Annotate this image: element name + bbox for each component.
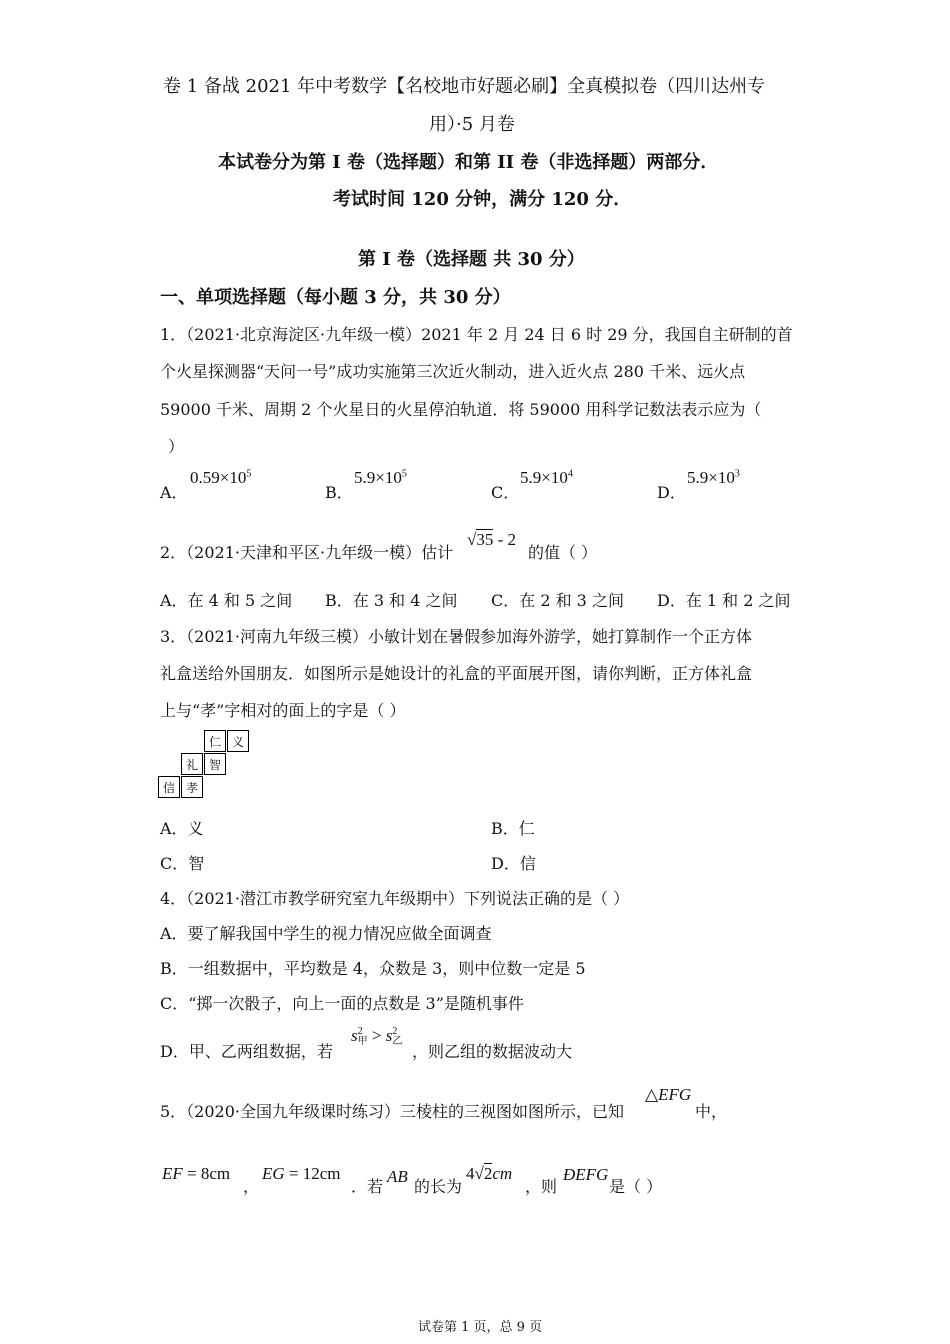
q1-line2: 个火星探测器“天问一号”成功实施第三次近火制动，进入近火点 280 千米、远火点: [160, 362, 746, 381]
sqrt-icon: √: [474, 1164, 484, 1183]
q2-stem-before: 2．（2021·天津和平区·九年级一模）估计: [160, 543, 454, 562]
expr-exponent: 5: [246, 468, 252, 480]
q5-ab: AB: [387, 1167, 408, 1186]
q5-eg-equation: [262, 1164, 341, 1184]
part-title: 第 I 卷（选择题 共 30 分）: [358, 249, 585, 270]
var-s2: s: [385, 1026, 393, 1045]
q2-option-d: D．在 1 和 2 之间: [657, 591, 791, 610]
expr-base: 5.9×10: [354, 468, 402, 487]
q3-option-a: A．义: [160, 819, 204, 838]
q4-option-d-after: ，则乙组的数据波动大: [412, 1042, 573, 1061]
q3-line1: 3．（2021·河南九年级三模）小敏计划在暑假参加海外游学，她打算制作一个正方体: [160, 627, 752, 646]
q5-length-label: 的长为: [414, 1177, 463, 1196]
section-heading: 一、单项选择题（每小题 3 分，共 30 分）: [160, 287, 511, 308]
var-s1: s: [351, 1026, 358, 1045]
sub-yi: 乙: [392, 1036, 403, 1048]
eg-value: = 12cm: [284, 1164, 341, 1183]
q5-triangle-efg: △EFG: [645, 1085, 692, 1104]
q2-option-c: C．在 2 和 3 之间: [491, 591, 624, 610]
unit-cm: cm: [492, 1164, 513, 1183]
net-cell-yi: 义: [227, 730, 249, 752]
exp-2: 2: [392, 1026, 398, 1038]
exam-title-line2: 用）·5 月卷: [429, 114, 515, 135]
q1-option-d-expr: [687, 468, 740, 488]
q1-option-c: [491, 482, 519, 504]
gt-sign: >: [367, 1026, 386, 1045]
q3-line3: 上与“孝”字相对的面上的字是（ ）: [160, 701, 406, 720]
q3-option-b: B．仁: [491, 819, 535, 838]
q4-stem: 4．（2021·潜江市教学研究室九年级期中）下列说法正确的是（ ）: [160, 889, 630, 908]
q4-option-d-before: D．甲、乙两组数据，若: [160, 1042, 333, 1061]
sub-jia: 甲: [357, 1036, 368, 1048]
q5-ab-length: [466, 1164, 512, 1184]
net-cell-zhi: 智: [204, 753, 226, 775]
q2-option-b: B．在 3 和 4 之间: [325, 591, 458, 610]
net-cell-xiao: 孝: [181, 776, 203, 798]
cube-net-figure: [158, 730, 258, 802]
q5-shi: 是（ ）: [609, 1177, 663, 1196]
q3-option-c: C．智: [160, 854, 205, 873]
q3-line2: 礼盒送给外国朋友．如图所示是她设计的礼盒的平面展开图，请你判断，正方体礼盒: [160, 664, 753, 683]
q1-line4: ）: [168, 437, 185, 456]
q3-option-d: D．信: [491, 854, 536, 873]
option-letter: B．: [325, 483, 353, 502]
expr-exponent: 3: [734, 468, 740, 480]
net-cell-xin: 信: [158, 776, 180, 798]
expr-exponent: 4: [567, 468, 573, 480]
q4-option-a: A．要了解我国中学生的视力情况应做全面调查: [160, 924, 492, 943]
option-letter: A．: [160, 483, 188, 502]
exam-info-line1: 本试卷分为第 I 卷（选择题）和第 II 卷（非选择题）两部分．: [218, 152, 719, 173]
q1-option-d: [657, 482, 686, 504]
net-cell-li: 礼: [181, 753, 203, 775]
q1-line3: 59000 千米、周期 2 个火星日的火星停泊轨道．将 59000 用科学记数法表示应为（: [160, 400, 762, 419]
expr-base: 5.9×10: [687, 468, 735, 487]
expr-base: 5.9×10: [520, 468, 568, 487]
q5-ef-equation: [162, 1164, 230, 1184]
q2-radical-expression: [467, 530, 516, 550]
q1-option-a-expr: [190, 468, 251, 488]
q1-option-b-expr: [354, 468, 407, 488]
exam-title-line1: 卷 1 备战 2021 年中考数学【名校地市好题必刷】全真模拟卷（四川达州专: [163, 76, 766, 97]
option-letter: C．: [491, 483, 520, 502]
sqrt-icon: √: [467, 530, 477, 549]
net-cell-ren: 仁: [204, 730, 226, 752]
q1-option-b: [325, 482, 353, 504]
q4-option-c: C．“掷一次骰子，向上一面的点数是 3”是随机事件: [160, 994, 524, 1013]
coef-4: 4: [466, 1164, 475, 1183]
expr-base: 0.59×10: [190, 468, 247, 487]
q4-option-b: B．一组数据中，平均数是 4，众数是 3，则中位数一定是 5: [160, 959, 586, 978]
q4-variance-inequality: [351, 1026, 402, 1047]
radicand: 35: [476, 530, 494, 549]
option-letter: D．: [657, 483, 686, 502]
q5-comma: ，: [243, 1177, 260, 1196]
minus-term: - 2: [493, 530, 517, 549]
q1-option-a: [160, 482, 188, 504]
var-ef: EF: [162, 1164, 183, 1183]
radicand-2: 2: [483, 1164, 493, 1183]
q5-ruo: ．若: [351, 1177, 384, 1196]
exp-2: 2: [357, 1026, 363, 1038]
q2-option-a: A．在 4 和 5 之间: [160, 591, 293, 610]
ef-value: = 8cm: [182, 1164, 231, 1183]
q5-stem-before: 5．（2020·全国九年级课时练习）三棱柱的三视图如图所示，已知: [160, 1102, 624, 1121]
page-footer: 试卷第 1 页，总 9 页: [418, 1320, 543, 1335]
q1-option-c-expr: [520, 468, 573, 488]
var-eg: EG: [262, 1164, 285, 1183]
q5-angle-efg: ÐEFG: [563, 1165, 609, 1184]
expr-exponent: 5: [401, 468, 407, 480]
q1-line1: 1．（2021·北京海淀区·九年级一模）2021 年 2 月 24 日 6 时 29 分，我国自主研制的首: [160, 325, 793, 344]
q2-stem-after: 的值（ ）: [528, 543, 598, 562]
exam-info-line2: 考试时间 120 分钟，满分 120 分．: [333, 189, 632, 210]
q5-ze: ，则: [525, 1177, 558, 1196]
q5-stem-after: 中，: [695, 1102, 728, 1121]
